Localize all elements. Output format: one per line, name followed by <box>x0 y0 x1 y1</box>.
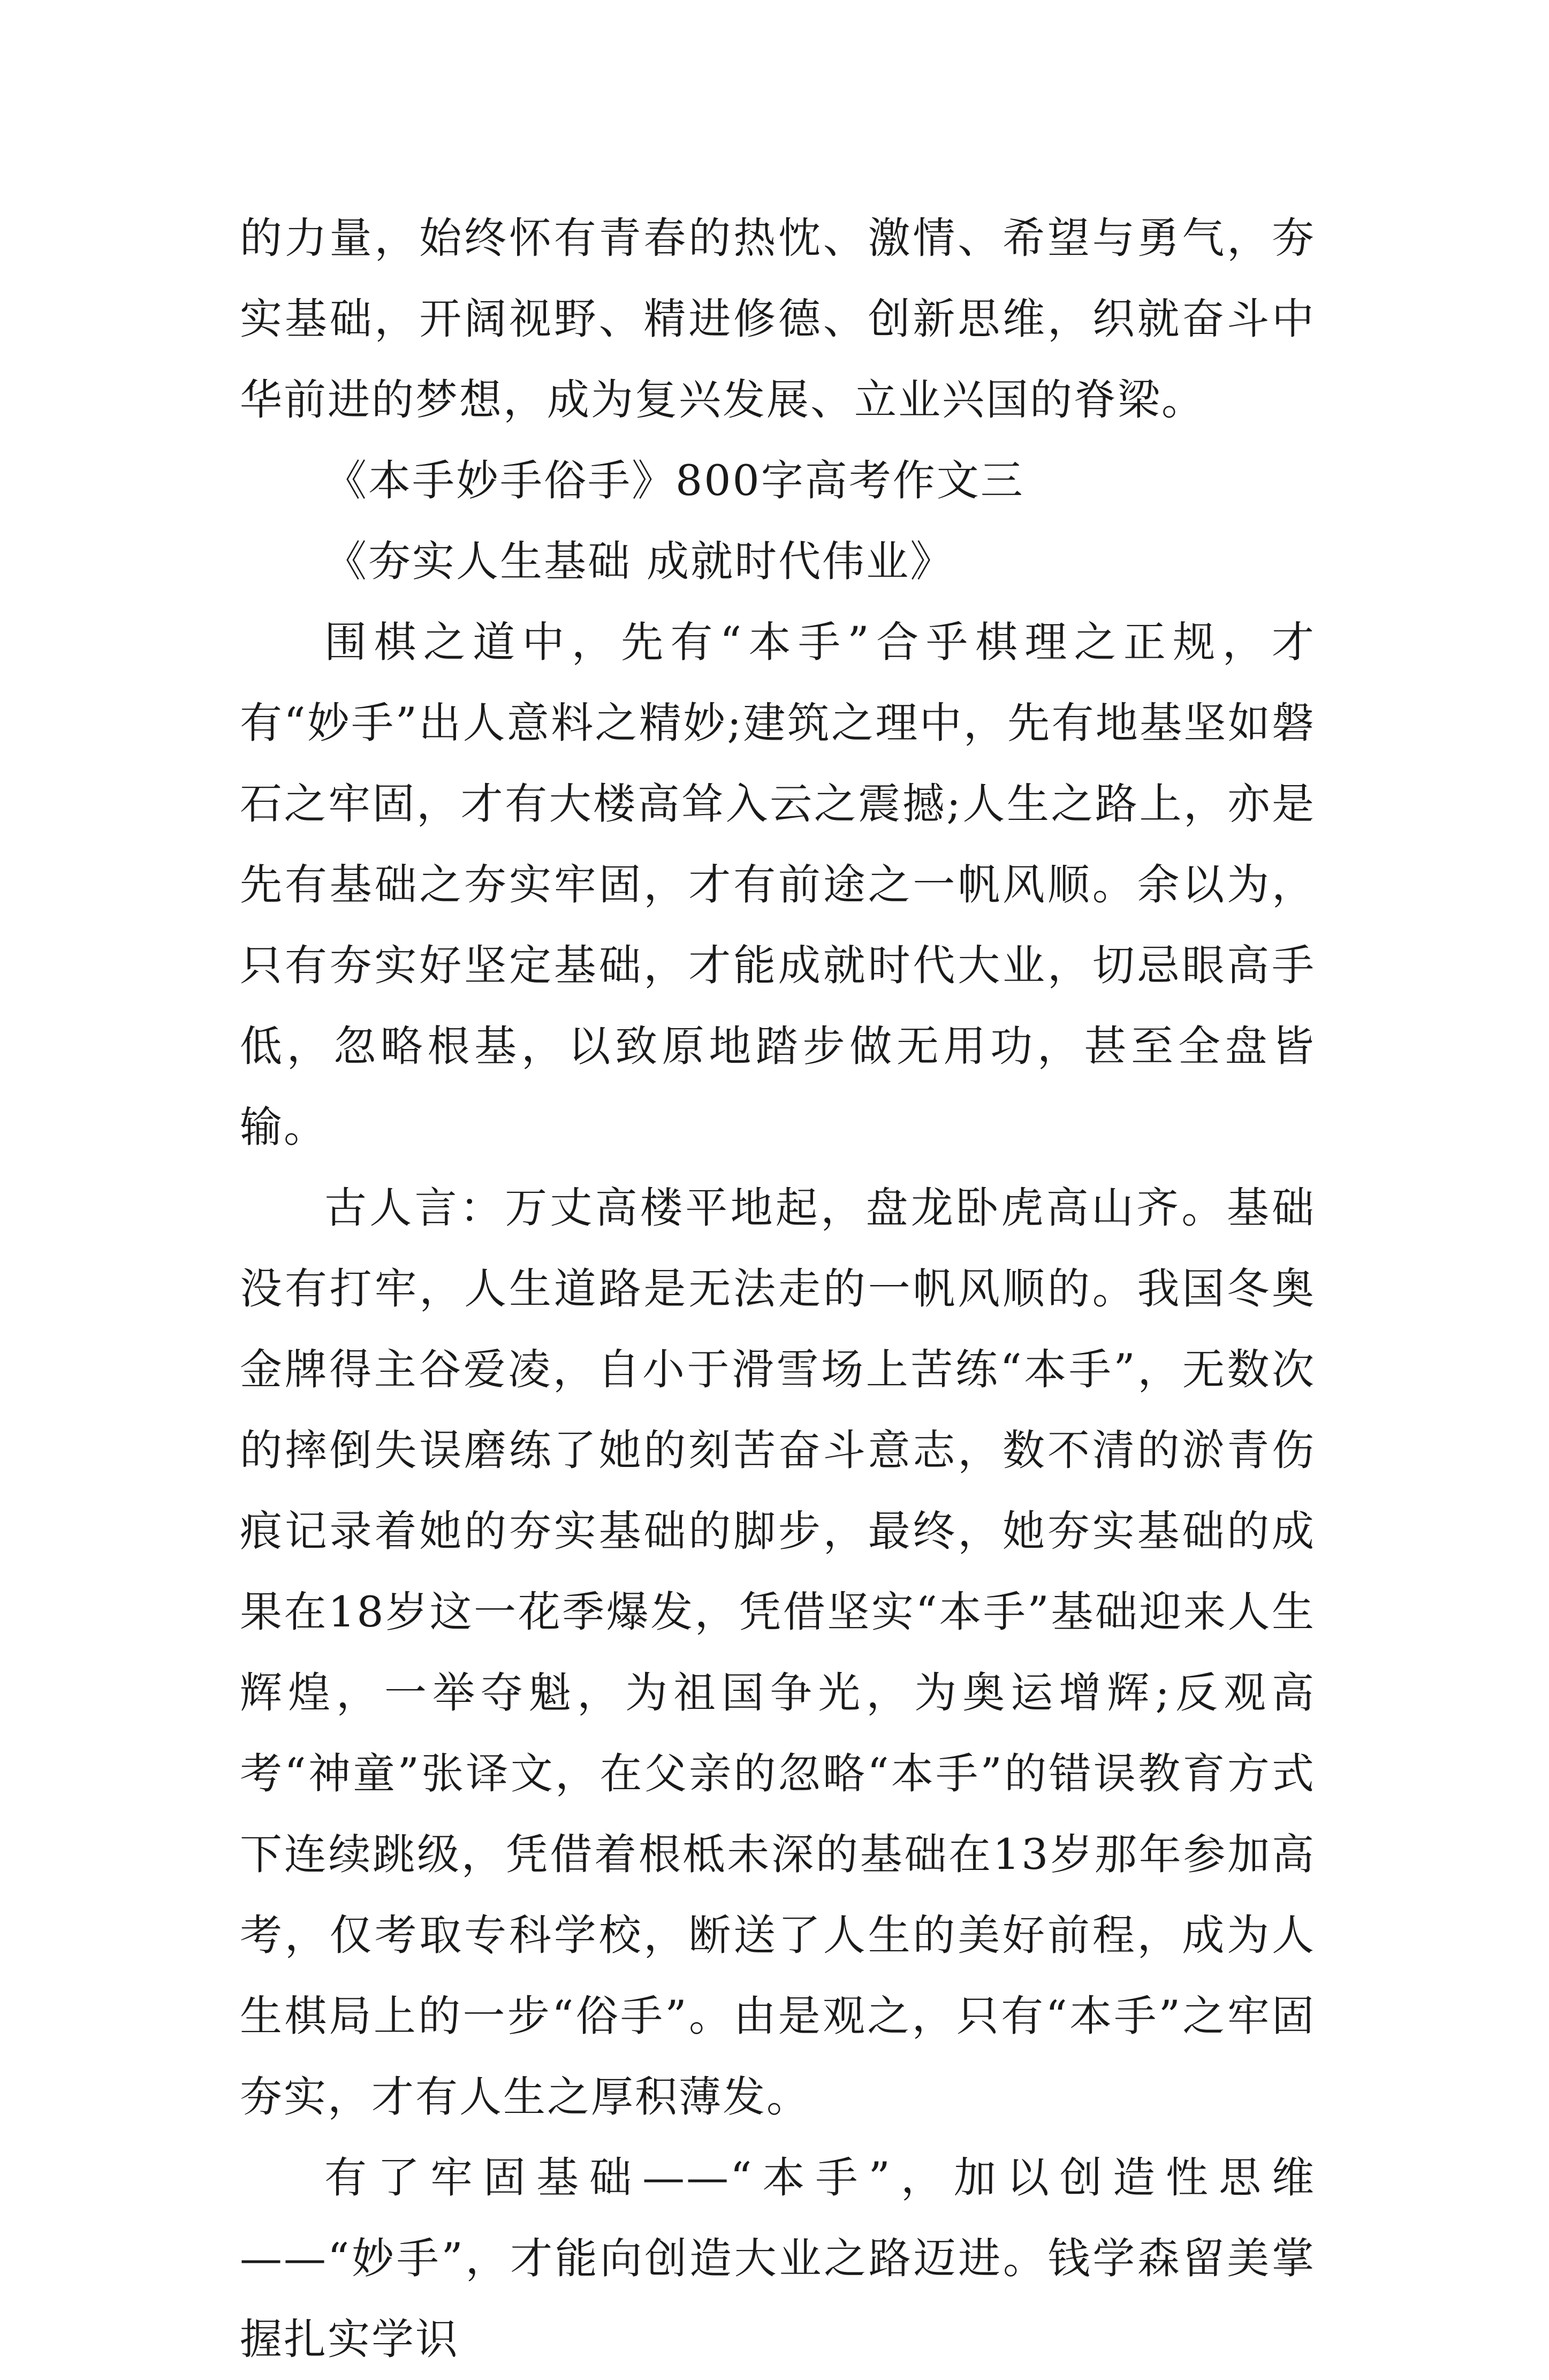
essay-body <box>240 198 1316 2380</box>
essay-heading: 《本手妙手俗手》800字高考作文三 <box>324 456 1024 505</box>
paragraph-body-1: 古人言：万丈高楼平地起，盘龙卧虎高山齐。基础没有打牢，人生道路是无法走的一帆风顺的。我国冬奥金牌得主谷爱凌，自小于滑雪场上苦练“本手”，无数次的摔倒失误磨练了她的刻苦奋斗意志，数不清的淤青伤痕记录着她的夯实基础的脚步，最终，她夯实基础的成果在18岁这一花季爆发，凭借坚实“本手”基础迎来人生辉煌，一举夺魁，为祖国争光，为奥运增辉;反观高考“神童”张译文，在父亲的忽略“本手”的错误教育方式下连续跳级，凭借着根柢未深的基础在13岁那年参加高考，仅考取专科学校，断送了人生的美好前程，成为人生棋局上的一步“俗手”。由是观之，只有“本手”之牢固夯实，才有人生之厚积薄发。 <box>240 1183 1316 2122</box>
paragraph-intro: 围棋之道中，先有“本手”合乎棋理之正规，才有“妙手”出人意料之精妙;建筑之理中，先有地基坚如磐石之牢固，才有大楼高耸入云之震撼;人生之路上，亦是先有基础之夯实牢固，才有前途之一帆风顺。余以为，只有夯实好坚定基础，才能成就时代大业，切忌眼高手低，忽略根基，以致原地踏步做无用功，甚至全盘皆输。 <box>240 618 1316 1152</box>
paragraph-continuation: 的力量，始终怀有青春的热忱、激情、希望与勇气，夯实基础，开阔视野、精进修德、创新思维，织就奋斗中华前进的梦想，成为复兴发展、立业兴国的脊梁。 <box>240 214 1316 424</box>
paragraph-body-2: 有了牢固基础——“本手”，加以创造性思维——“妙手”，才能向创造大业之路迈进。钱学森留美掌握扎实学识 <box>240 2153 1316 2364</box>
essay-title: 《夯实人生基础 成就时代伟业》 <box>324 537 954 586</box>
